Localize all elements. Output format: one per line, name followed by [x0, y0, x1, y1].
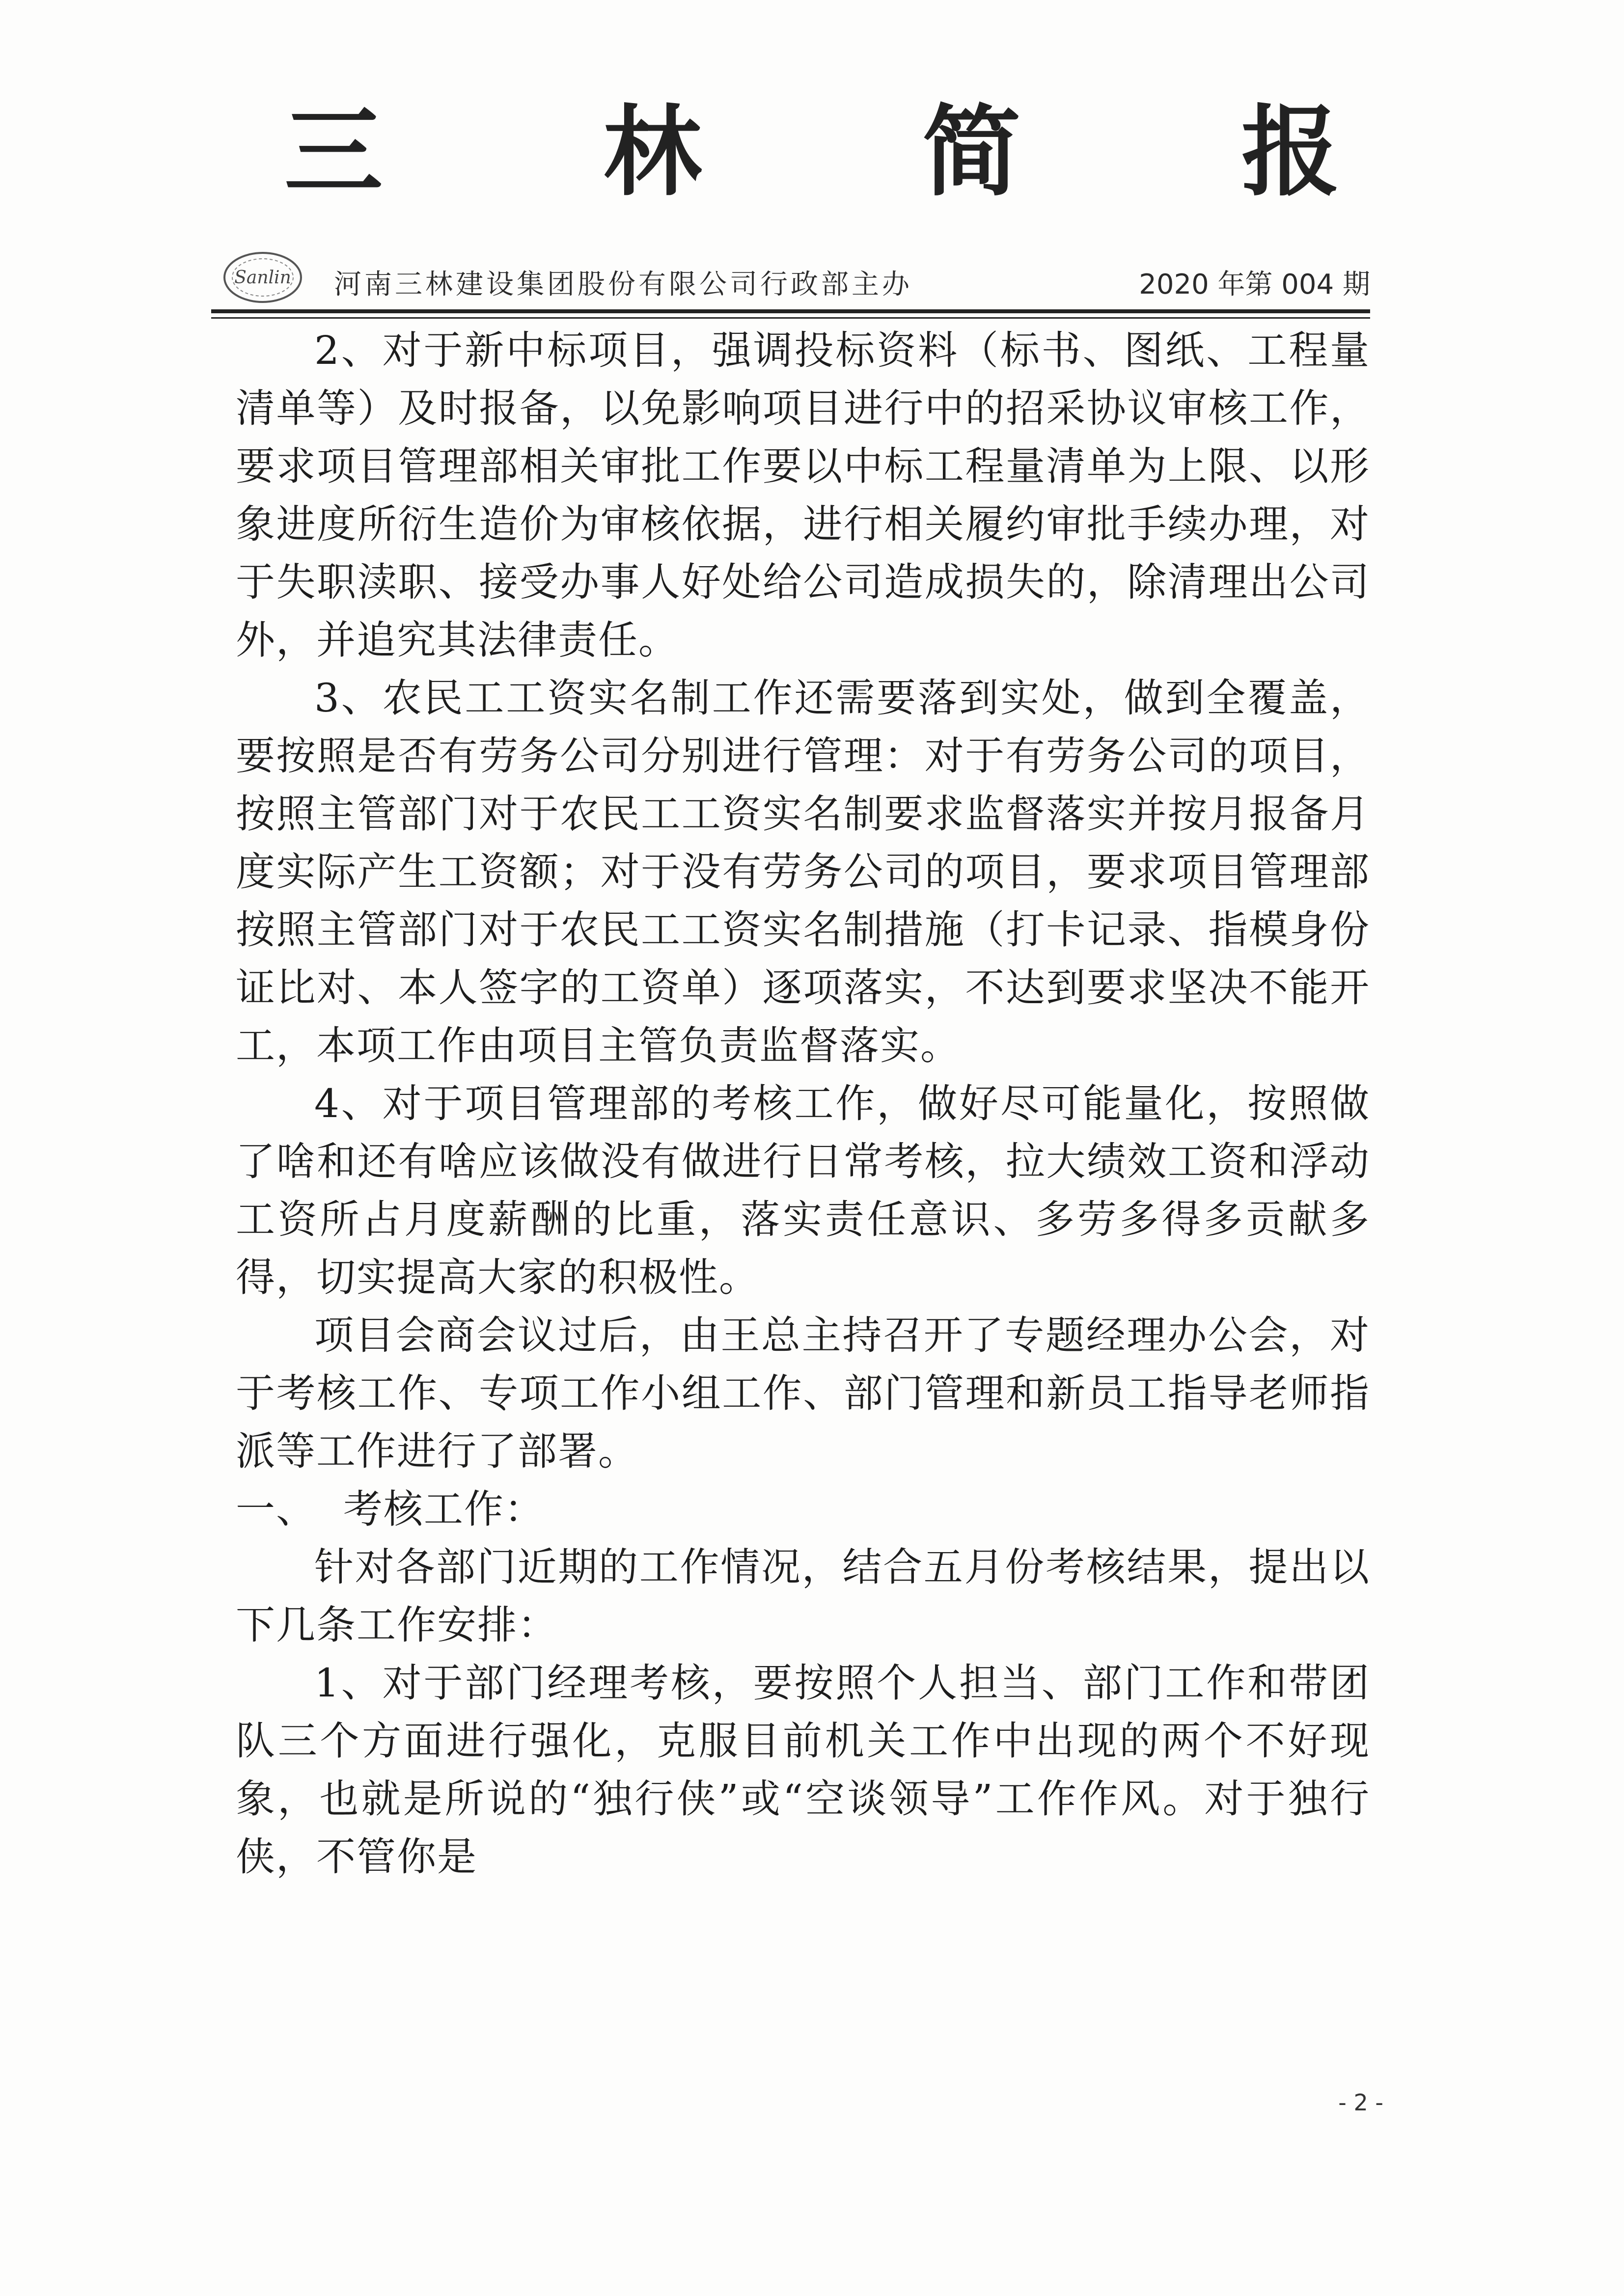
article-body [236, 322, 1370, 1886]
logo-text: Sanlin [234, 268, 291, 288]
paragraph-meeting-summary: 项目会商会议过后，由王总主持召开了专题经理办公会，对于考核工作、专项工作小组工作、部门管理和新员工指导老师指派等工作进行了部署。 [236, 1312, 1370, 1474]
masthead-info-row [211, 248, 1370, 307]
paragraph-intro: 针对各部门近期的工作情况，结合五月份考核结果，提出以下几条工作安排： [236, 1544, 1370, 1648]
company-logo [211, 248, 314, 307]
paragraph-item-3: 3、农民工工资实名制工作还需要落到实处，做到全覆盖，要按照是否有劳务公司分别进行管理：对于有劳务公司的项目，按照主管部门对于农民工工资实名制要求监督落实并按月报备月度实际产生工资额；对于没有劳务公司的项目，要求项目管理部按照主管部门对于农民工工资实名制措施（打卡记录、指模身份证比对、本人签字的工资单）逐项落实，不达到要求坚决不能开工，本项工作由项目主管负责监督落实。 [236, 675, 1370, 1068]
publisher-line: 河南三林建设集团股份有限公司行政部主办 [334, 269, 912, 301]
header-rule-thick [211, 309, 1370, 313]
header-rule-thin [211, 317, 1370, 319]
page-number: - 2 - [1338, 2089, 1383, 2116]
paragraph-item-4: 4、对于项目管理部的考核工作，做好尽可能量化，按照做了啥和还有啥应该做没有做进行日常考核，拉大绩效工资和浮动工资所占月度薪酬的比重，落实责任意识、多劳多得多贡献多得，切实提高大家的积极性。 [236, 1081, 1370, 1300]
section-heading: 一、 考核工作： [236, 1486, 545, 1532]
issue-number: 2020 年第 004 期 [1139, 269, 1370, 301]
paragraph-item-2: 2、对于新中标项目，强调投标资料（标书、图纸、工程量清单等）及时报备，以免影响项目进行中的招采协议审核工作，要求项目管理部相关审批工作要以中标工程量清单为上限、以形象进度所衍生造价为审核依据，进行相关履约审批手续办理，对于失职渎职、接受办事人好处给公司造成损失的，除清理出公司外，并追究其法律责任。 [236, 328, 1370, 663]
masthead-title: 三 林 简 报 [284, 94, 1433, 210]
paragraph-manager-assessment: 1、对于部门经理考核，要按照个人担当、部门工作和带团队三个方面进行强化，克服目前机关工作中出现的两个不好现象，也就是所说的“独行侠”或“空谈领导”工作作风。对于独行侠，不管你是 [236, 1660, 1370, 1880]
